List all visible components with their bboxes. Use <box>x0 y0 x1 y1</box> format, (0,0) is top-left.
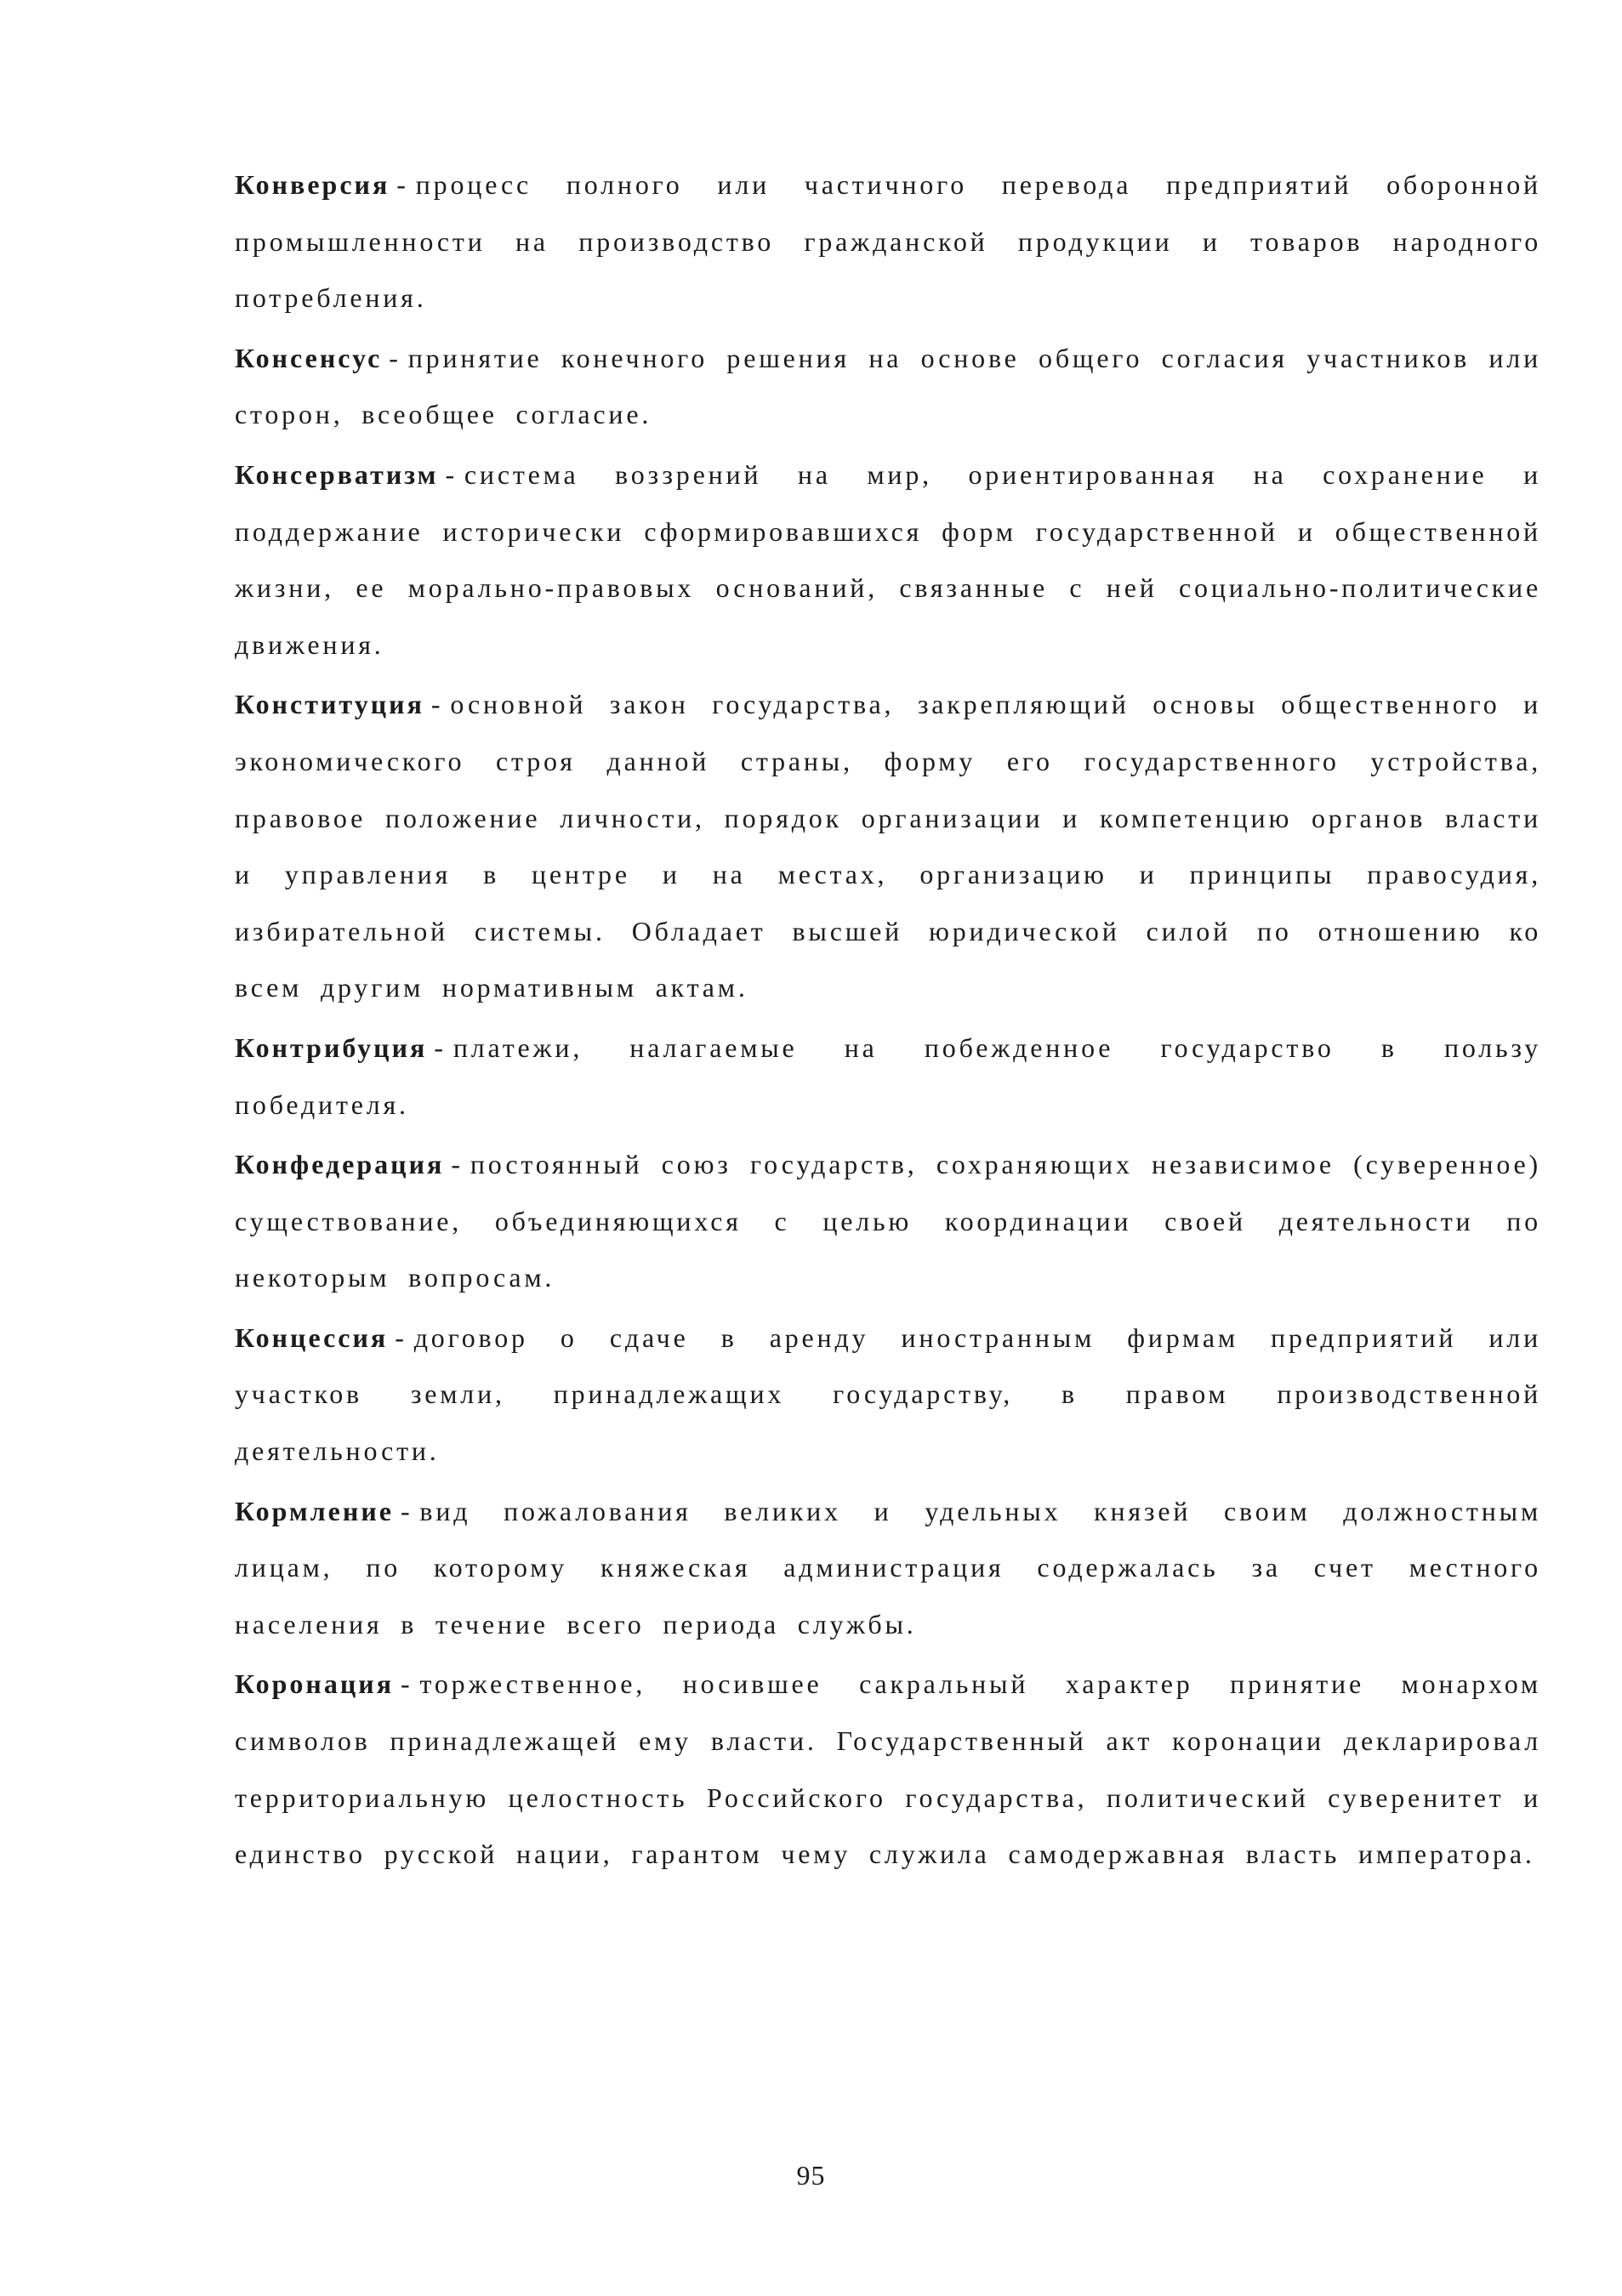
glossary-term: Контрибуция <box>235 1031 428 1063</box>
glossary-definition: платежи, налагаемые на побежденное государство в пользу победителя. <box>235 1031 1541 1120</box>
glossary-entry-konversiya <box>235 156 1541 327</box>
glossary-term: Консенсус <box>235 342 383 373</box>
glossary-term: Конверсия <box>235 169 390 200</box>
term-separator: - <box>445 458 458 490</box>
glossary-entry-kormlenie <box>235 1483 1541 1653</box>
glossary-term: Конституция <box>235 689 424 720</box>
glossary-entry-kontribuciya <box>235 1020 1541 1133</box>
glossary-term: Конфедерация <box>235 1149 445 1180</box>
glossary-entry-konfederaciya <box>235 1136 1541 1306</box>
term-separator: - <box>451 1149 464 1180</box>
glossary-definition: торжественное, носившее сакральный характер принятие монархом символов принадлежащей ему власти. Государственный акт коронации декларировал территориальную целостность Российского государства, политический суверенитет и единство русской нации, гарантом чему служила самодержавная власть императора. <box>235 1668 1541 1870</box>
glossary-term: Концессия <box>235 1321 389 1353</box>
glossary-definition: принятие конечного решения на основе общего согласия участников или сторон, всеобщее согласие. <box>235 342 1541 430</box>
term-separator: - <box>395 1321 407 1353</box>
glossary-entry-koncessiya <box>235 1310 1541 1480</box>
term-separator: - <box>400 1495 413 1526</box>
glossary-term: Коронация <box>235 1668 395 1700</box>
glossary-definition: основной закон государства, закрепляющий основы общественного и экономического строя данной страны, форму его государственного устройства, правовое положение личности, порядок организации и компетенцию органов власти и управления в центре и на местах, организацию и принципы правосудия, избирательной системы. Обладает высшей юридической силой по отношению ко всем другим нормативным актам. <box>235 689 1541 1003</box>
glossary-term: Кормление <box>235 1495 394 1526</box>
glossary-definition: постоянный союз государств, сохраняющих независимое (суверенное) существование, объединяющихся с целью координации своей деятельности по некоторым вопросам. <box>235 1149 1541 1293</box>
term-separator: - <box>430 689 444 720</box>
glossary-definition: процесс полного или частичного перевода предприятий оборонной промышленности на производство гражданской продукции и товаров народного потребления. <box>235 169 1541 314</box>
glossary-entry-konsensus <box>235 330 1541 443</box>
glossary-entry-konservatizm <box>235 446 1541 673</box>
glossary-page <box>235 156 1541 1886</box>
term-separator: - <box>401 1668 413 1700</box>
glossary-term: Консерватизм <box>235 458 439 490</box>
term-separator: - <box>389 342 401 373</box>
glossary-definition: система воззрений на мир, ориентированная на сохранение и поддержание исторически сформировавшихся форм государственной и общественной жизни, ее морально-правовых оснований, связанные с ней социально-политические движения. <box>235 458 1541 660</box>
term-separator: - <box>396 169 409 200</box>
glossary-entry-koronaciya <box>235 1656 1541 1882</box>
term-separator: - <box>434 1031 447 1063</box>
glossary-definition: договор о сдаче в аренду иностранным фирмам предприятий или участков земли, принадлежащих государству, в правом производственной деятельности. <box>235 1321 1541 1467</box>
glossary-entry-konstituciya <box>235 676 1541 1016</box>
page-number: 95 <box>796 2160 826 2191</box>
glossary-definition: вид пожалования великих и удельных князей своим должностным лицам, по которому княжеская администрация содержалась за счет местного населения в течение всего периода службы. <box>235 1495 1541 1640</box>
